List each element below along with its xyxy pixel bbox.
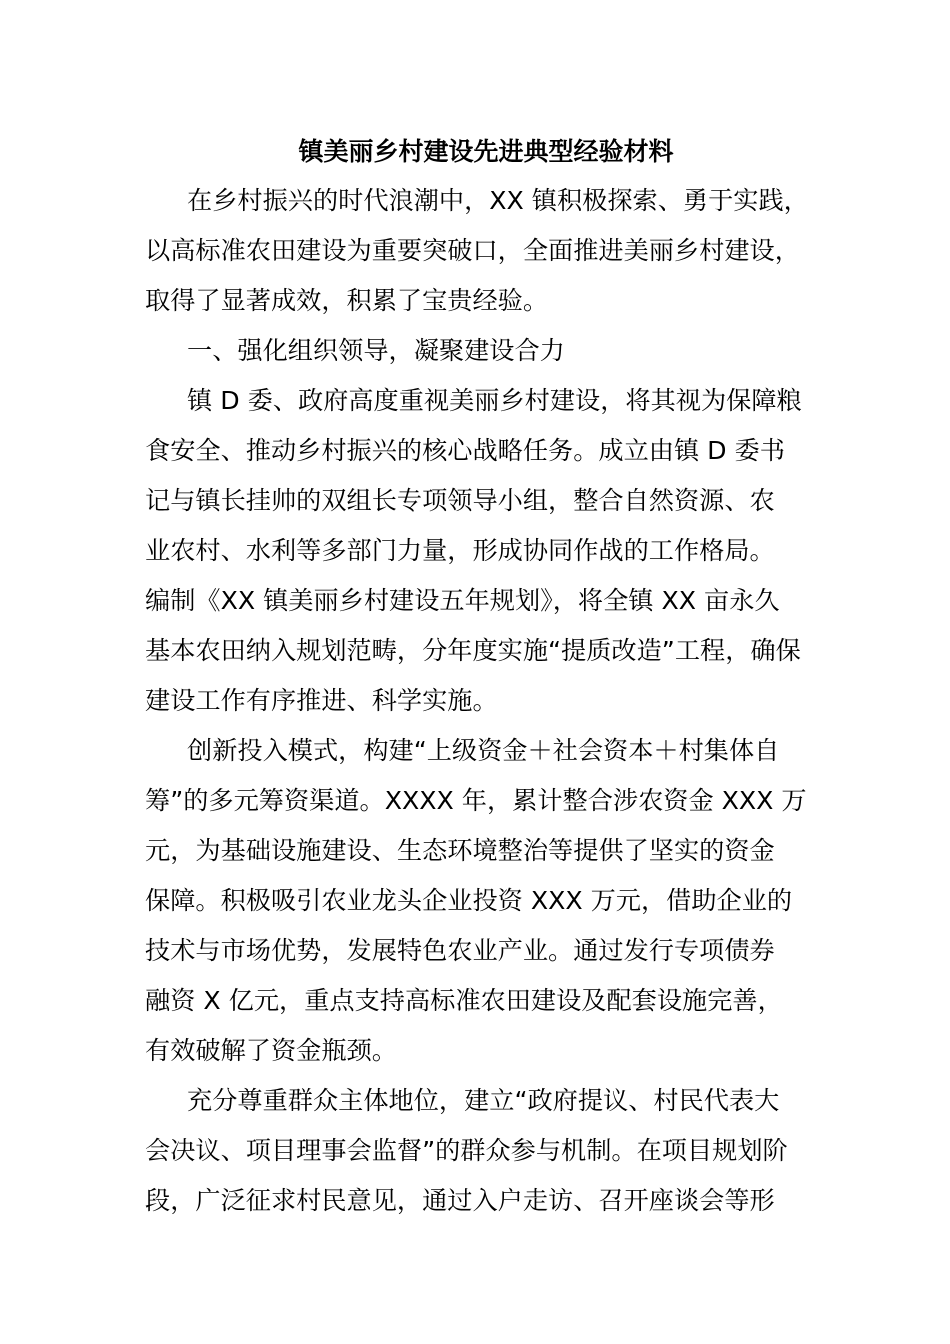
text-line: 融资 X 亿元，重点支持高标准农田建设及配套设施完善，	[145, 986, 783, 1015]
text-line: 取得了显著成效，积累了宝贵经验。	[145, 286, 548, 315]
text-line: 元，为基础设施建设、生态环境整治等提供了坚实的资金	[145, 836, 775, 865]
text-line: 技术与市场优势，发展特色农业产业。通过发行专项债券	[145, 936, 775, 965]
text-line: 编制《XX 镇美丽乡村建设五年规划》，将全镇 XX 亩永久	[145, 586, 780, 615]
text-line: 建设工作有序推进、科学实施。	[145, 686, 498, 715]
text-line: 食安全、推动乡村振兴的核心战略任务。成立由镇 D 委书	[145, 436, 785, 465]
document-title: 镇美丽乡村建设先进典型经验材料	[298, 137, 674, 166]
text-line: 创新投入模式，构建“上级资金＋社会资本＋村集体自	[187, 736, 780, 765]
text-line: 业农村、水利等多部门力量，形成协同作战的工作格局。	[145, 536, 775, 565]
text-line: 会决议、项目理事会监督”的群众参与机制。在项目规划阶	[145, 1136, 788, 1165]
text-line: 段，广泛征求村民意见，通过入户走访、召开座谈会等形	[145, 1186, 775, 1215]
text-line: 一、强化组织领导，凝聚建设合力	[187, 336, 565, 365]
text-line: 保障。积极吸引农业龙头企业投资 XXX 万元，借助企业的	[145, 886, 793, 915]
text-line: 有效破解了资金瓶颈。	[145, 1036, 397, 1065]
text-line: 镇 D 委、政府高度重视美丽乡村建设，将其视为保障粮	[187, 386, 802, 415]
text-line: 记与镇长挂帅的双组长专项领导小组，整合自然资源、农	[145, 486, 775, 515]
text-line: 在乡村振兴的时代浪潮中，XX 镇积极探索、勇于实践，	[187, 186, 809, 215]
text-line: 筹”的多元筹资渠道。XXXX 年，累计整合涉农资金 XXX 万	[145, 786, 807, 815]
document-body	[145, 128, 815, 1226]
document-text	[145, 176, 815, 1226]
text-line: 以高标准农田建设为重要突破口，全面推进美丽乡村建设，	[145, 236, 800, 265]
text-line: 基本农田纳入规划范畴，分年度实施“提质改造”工程，确保	[145, 636, 801, 665]
text-line: 充分尊重群众主体地位，建立“政府提议、村民代表大	[187, 1086, 780, 1115]
